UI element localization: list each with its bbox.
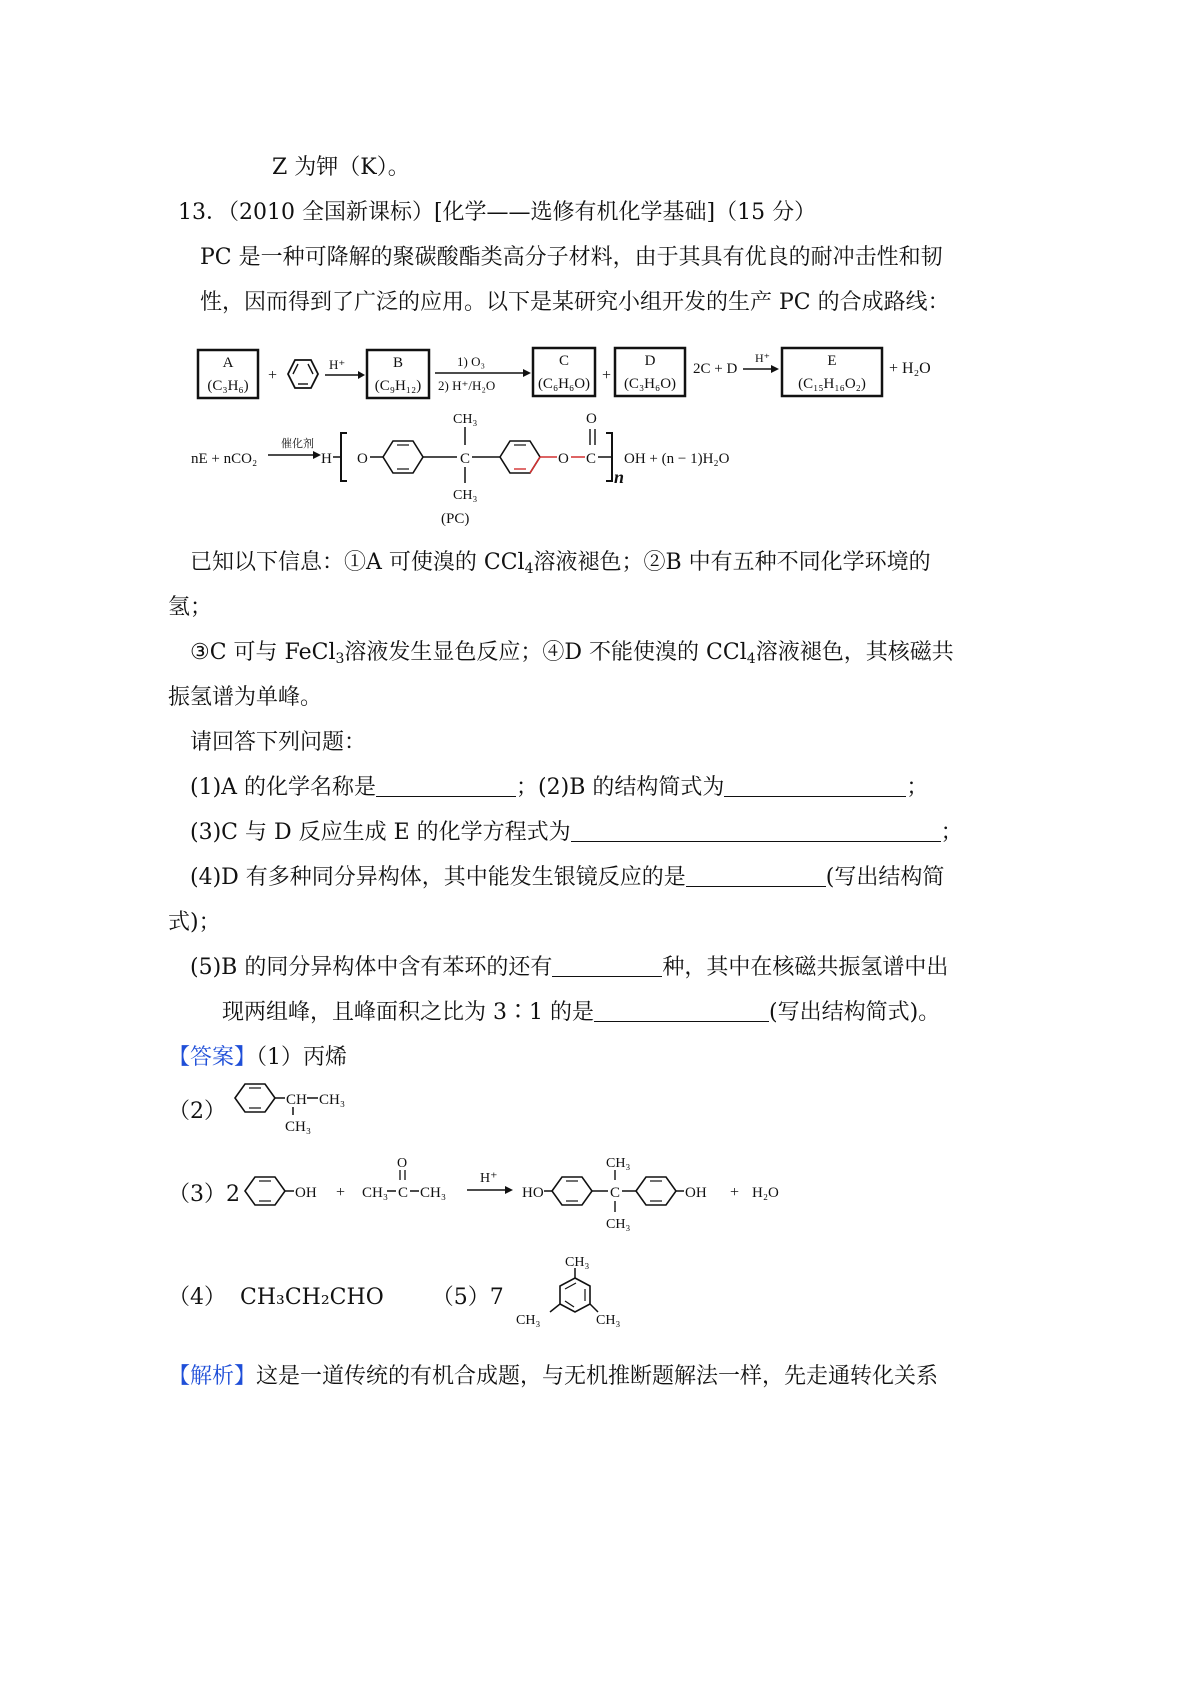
answer-5-structure [510,1248,650,1343]
pc-methyl-top: CH₃ [453,412,478,427]
answer-2-label: （2） [168,1099,226,1124]
box-e-formula: (C₁₅H₁₆O₂) [798,376,866,392]
compound-box-e [782,348,882,396]
known-info-1 [190,548,931,578]
acetone-left: CH₃ [362,1185,389,1201]
carbonyl-carbon: C [586,451,597,467]
q4-text-b: (写出结构简 [825,865,945,890]
question-1-2 [190,773,928,803]
box-a-label: A [222,355,234,371]
poly-right: OH + (n − 1)H₂O [624,451,730,467]
benzene-reagent [288,360,318,388]
poly-o-1: O [357,451,368,467]
condense-text: 2C + D [693,361,738,377]
known-1b: 溶液褪色；②B 中有五种不同化学环境的 [533,550,931,575]
known-info-1c: 氢； [168,595,213,620]
bpa-ho: HO [522,1185,544,1201]
question-3 [190,818,963,848]
bpa-ch3-bottom: CH₃ [606,1217,631,1232]
sub-4-a: 4 [524,561,534,577]
compound-box-b [367,350,429,398]
ans2-ch3-right: CH₃ [319,1092,346,1108]
q4-blank[interactable] [686,864,826,887]
compound-box-c [533,348,595,396]
answer-3: （3） [168,1182,226,1207]
box-c-label: C [558,353,570,369]
catalyst-arrow [268,436,321,459]
box-d-formula: (C₃H₆O) [623,376,677,392]
answer-3-label [168,1180,240,1210]
answer-3-coef: 2 [226,1182,240,1207]
box-a-formula: (C₃H₆) [207,378,249,394]
box-c-formula: (C₆H₆O) [537,376,591,392]
q3-end: ； [940,820,963,845]
catalyst-label: 催化剂 [281,438,314,450]
q2-end: ； [906,775,929,800]
eq-water: H₂O [752,1185,779,1201]
compound-box-a [198,350,258,398]
q5-text-c: 现两组峰，且峰面积之比为 3∶1 的是 [222,1000,594,1025]
mes-ch3-right: CH₃ [596,1313,621,1328]
pc-central-carbon: C [460,451,471,467]
mes-ch3-top: CH₃ [565,1255,590,1270]
poly-h-end: H [321,451,332,467]
subscript-n: n [614,467,625,487]
pc-methyl-bottom: CH₃ [453,488,478,503]
q3-text: (3)C 与 D 反应生成 E 的化学方程式为 [190,820,571,845]
known-2b: 溶液发生显色反应；④D 不能使溴的 CCl [344,640,747,665]
ans2-ch3-bottom: CH₃ [285,1119,312,1135]
arrow3-condition: H⁺ [755,351,770,365]
q2-text: ；(2)B 的结构简式为 [516,775,725,800]
analysis-tag: 【解析】 [168,1364,257,1389]
analysis-text: 这是一道传统的有机合成题，与无机推断题解法一样，先走通转化关系 [256,1364,939,1389]
eq-plus-2: + [730,1184,740,1201]
question-heading: 13．（2010 全国新课标）[化学——选修有机化学基础]（15 分） [178,200,817,225]
sub-3: 3 [335,651,345,667]
arrow2-step2: 2) H⁺/H₂O [438,378,496,393]
q3-blank[interactable] [571,819,941,842]
acetone-c: C [398,1185,409,1201]
top-line: Z 为钾（K）。 [272,155,410,180]
answer-4-line [168,1283,504,1313]
ans2-ch: CH [286,1092,307,1108]
acetone-o: O [397,1156,408,1171]
q5-text-d: (写出结构简式)。 [768,1000,941,1025]
answer-tag: 【答案】 [168,1045,257,1070]
q5-blank-1[interactable] [552,954,662,977]
q5-text-b: 种，其中在核磁共振氢谱中出 [662,955,949,980]
sub-4-b: 4 [746,651,756,667]
arrow1-condition: H⁺ [329,357,346,372]
mes-ch3-left: CH₃ [516,1313,541,1328]
arrow2-step1: 1) O₃ [457,354,485,369]
question-intro-1: PC 是一种可降解的聚碳酸酯类高分子材料，由于其具有优良的耐冲击性和韧 [200,245,943,270]
q1-text: (1)A 的化学名称是 [190,775,377,800]
bpa-ch3-top: CH₃ [606,1156,631,1171]
pc-benzene-ring-2 [500,441,540,473]
carbonyl-oxygen: O [586,411,597,427]
phenol-oh: OH [295,1185,317,1201]
compound-box-d [615,348,685,396]
box-e-label: E [827,353,837,369]
known-1a: 已知以下信息：①A 可使溴的 CCl [190,550,525,575]
q5-text: (5)B 的同分异构体中含有苯环的还有 [190,955,553,980]
acetone-right: CH₃ [420,1185,447,1201]
question-4 [190,863,944,893]
synthesis-route-diagram [191,345,995,575]
plus-2: + [602,367,612,384]
q1-blank[interactable] [376,774,516,797]
known-2a: ③C 可与 FeCl [190,640,336,665]
answer-1: （1）丙烯 [256,1045,348,1070]
answer-4-label: （4） [168,1285,226,1310]
eq-plus-1: + [336,1184,346,1201]
answer-4-value: CH₃CH₂CHO [240,1285,384,1310]
reaction-arrow-3 [743,351,779,373]
eq-acid: H⁺ [480,1171,498,1186]
known-2c: 溶液褪色，其核磁共 [755,640,954,665]
known-info-2 [190,638,954,668]
q2-blank[interactable] [724,774,906,797]
pc-label: (PC) [441,511,470,527]
question-4-cont: 式)； [168,910,221,935]
pc-benzene-ring-1 [383,441,423,473]
known-info-2d: 振氢谱为单峰。 [168,685,323,710]
answer-5-label: （5）7 [431,1285,504,1310]
poly-reactants: nE + nCO₂ [191,451,258,467]
box-b-label: B [392,355,404,371]
question-5-cont [222,998,940,1028]
water-product: + H₂O [889,360,931,377]
plus-1: + [268,367,278,384]
reaction-arrow-1 [325,357,365,379]
q4-text: (4)D 有多种同分异构体，其中能发生银镜反应的是 [190,865,686,890]
answer-line-1 [168,1043,347,1073]
bpa-c: C [610,1185,621,1201]
box-b-formula: (C₉H₁₂) [374,378,422,394]
ask-line: 请回答下列问题： [190,730,367,755]
question-intro-2: 性，因而得到了广泛的应用。以下是某研究小组开发的生产 PC 的合成路线： [200,290,950,315]
reaction-arrow-2 [435,354,531,393]
poly-o-2: O [558,451,569,467]
bpa-oh: OH [685,1185,707,1201]
answer-3-equation [240,1150,800,1240]
q5-blank-2[interactable] [594,999,769,1022]
left-bracket [341,433,347,481]
analysis-line [168,1362,938,1392]
question-5 [190,953,948,983]
box-d-label: D [644,353,656,369]
answer-2-structure [230,1080,380,1140]
